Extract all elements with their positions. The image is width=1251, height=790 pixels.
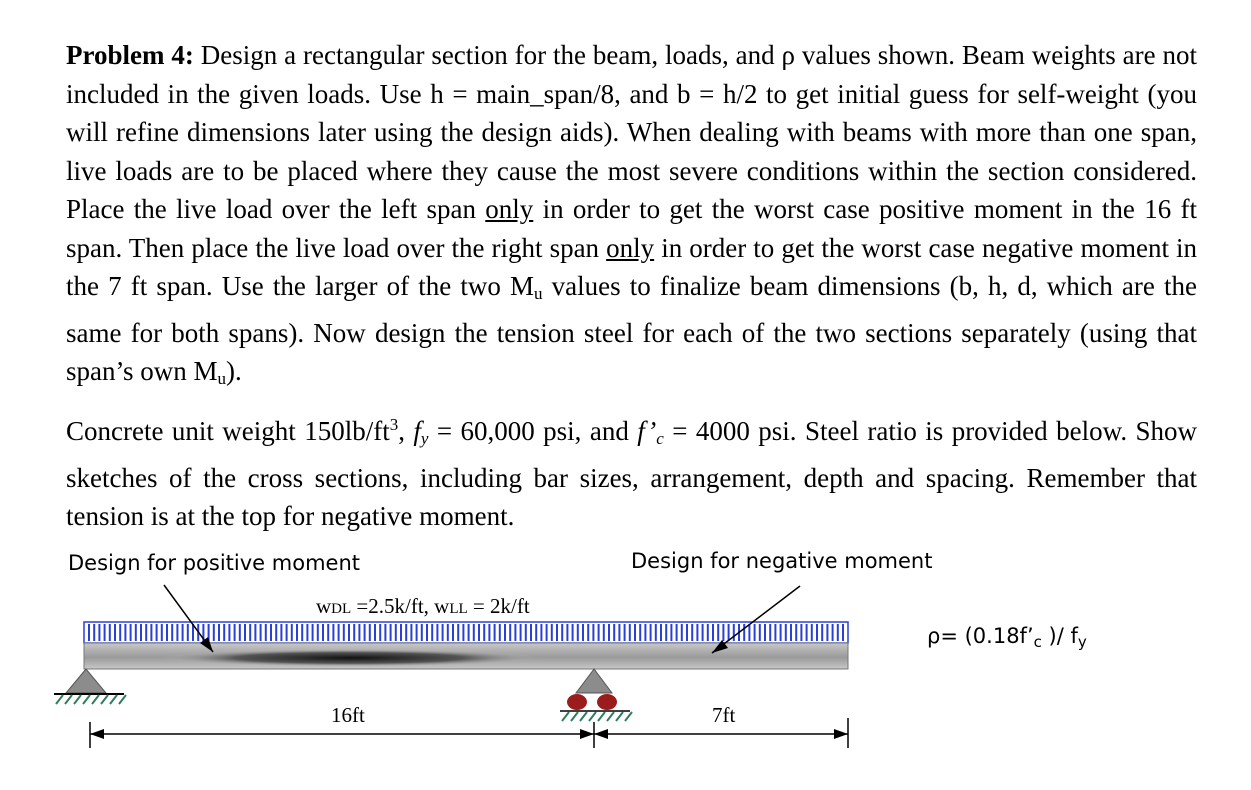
- subscript-u-1: u: [533, 284, 543, 303]
- materials-text-1: Concrete unit weight 150lb/ft: [66, 416, 390, 446]
- rho-subscript-c: c: [1033, 633, 1042, 651]
- subscript-u-2: u: [217, 369, 227, 388]
- load-w-dl: w: [316, 594, 332, 618]
- materials-text-3: = 60,000 psi, and: [428, 416, 638, 446]
- load-label: [316, 594, 530, 619]
- hatch-mark: [616, 712, 623, 721]
- beam-shading: [160, 648, 540, 666]
- problem-heading: Problem 4:: [66, 40, 194, 70]
- rho-text-a: ρ= (0.18f’: [927, 624, 1034, 648]
- hatch-mark: [571, 712, 578, 721]
- hatch-mark: [74, 695, 81, 704]
- rho-subscript-y: y: [1077, 633, 1087, 651]
- load-ll-subscript: LL: [449, 601, 468, 617]
- hatch-mark: [65, 695, 72, 704]
- problem-text-5: ).: [226, 356, 242, 386]
- roller-wheel-right: [597, 694, 617, 710]
- hatch-mark: [83, 695, 90, 704]
- load-mid-text: =2.5k/ft, w: [351, 594, 450, 618]
- roller-support: [576, 669, 612, 693]
- span-left-label: 16ft: [331, 703, 365, 727]
- problem-text-4: values to finalize beam dimensions (b, h, d, which are the same for both spans). Now design the tension steel for each of the two sections separately (using that span’s own M: [66, 271, 1197, 386]
- fy-symbol: f: [413, 416, 421, 446]
- positive-moment-label: Design for positive moment: [68, 551, 361, 575]
- problem-text-1: Design a rectangular section for the beam, loads, and ρ values shown. Beam weights are not included in the given loads. Use h = main_span/8, and b = h/2 to get initial guess for self-weight (you will refine dimensions later using the design aids). When dealing with beams with more than one span, live loads are to be placed where they cause the most severe conditions within the section considered. Place the live load over the left span: [66, 40, 1197, 224]
- dim-arrow-right: [834, 729, 848, 739]
- hatch-mark: [119, 695, 126, 704]
- underlined-only-1: only: [485, 194, 534, 224]
- ground-hatch-left: [56, 695, 126, 704]
- hatch-mark: [56, 695, 63, 704]
- fc-subscript: c: [656, 429, 664, 448]
- steel-ratio-formula: [927, 624, 1087, 651]
- materials-text-2: ,: [398, 416, 414, 446]
- hatch-mark: [625, 712, 632, 721]
- hatch-mark: [580, 712, 587, 721]
- negative-moment-label: Design for negative moment: [631, 549, 933, 573]
- problem-text-2: in order to get the worst case positive moment in the 16 ft span. Then place the live load over the right span: [66, 194, 1197, 263]
- hatch-mark: [92, 695, 99, 704]
- roller-wheel-left: [567, 694, 587, 710]
- ground-hatch-right: [562, 712, 632, 721]
- hatch-mark: [607, 712, 614, 721]
- hatch-mark: [598, 712, 605, 721]
- load-end-text: = 2k/ft: [467, 594, 530, 618]
- dim-arrow-mid-left: [580, 729, 594, 739]
- materials-text-4: = 4000 psi. Steel ratio is provided below. Show sketches of the cross sections, including bar sizes, arrangement, depth and spacing. Remember that tension is at the top for negative moment.: [66, 416, 1198, 531]
- pin-support: [66, 669, 106, 693]
- hatch-mark: [562, 712, 569, 721]
- superscript-3: 3: [389, 415, 399, 434]
- hatch-mark: [589, 712, 596, 721]
- problem-text-3: in order to get the worst case negative moment in the 7 ft span. Use the larger of the two M: [66, 232, 1198, 301]
- hatch-mark: [110, 695, 117, 704]
- hatch-mark: [101, 695, 108, 704]
- dim-arrow-left: [90, 729, 104, 739]
- fy-subscript: y: [420, 429, 429, 448]
- dim-arrow-mid-right: [594, 729, 608, 739]
- fc-symbol: f’: [637, 416, 657, 446]
- underlined-only-2: only: [606, 232, 655, 263]
- span-right-label: 7ft: [712, 703, 736, 727]
- rho-text-b: )/ f: [1041, 624, 1078, 648]
- load-dl-subscript: DL: [331, 601, 352, 617]
